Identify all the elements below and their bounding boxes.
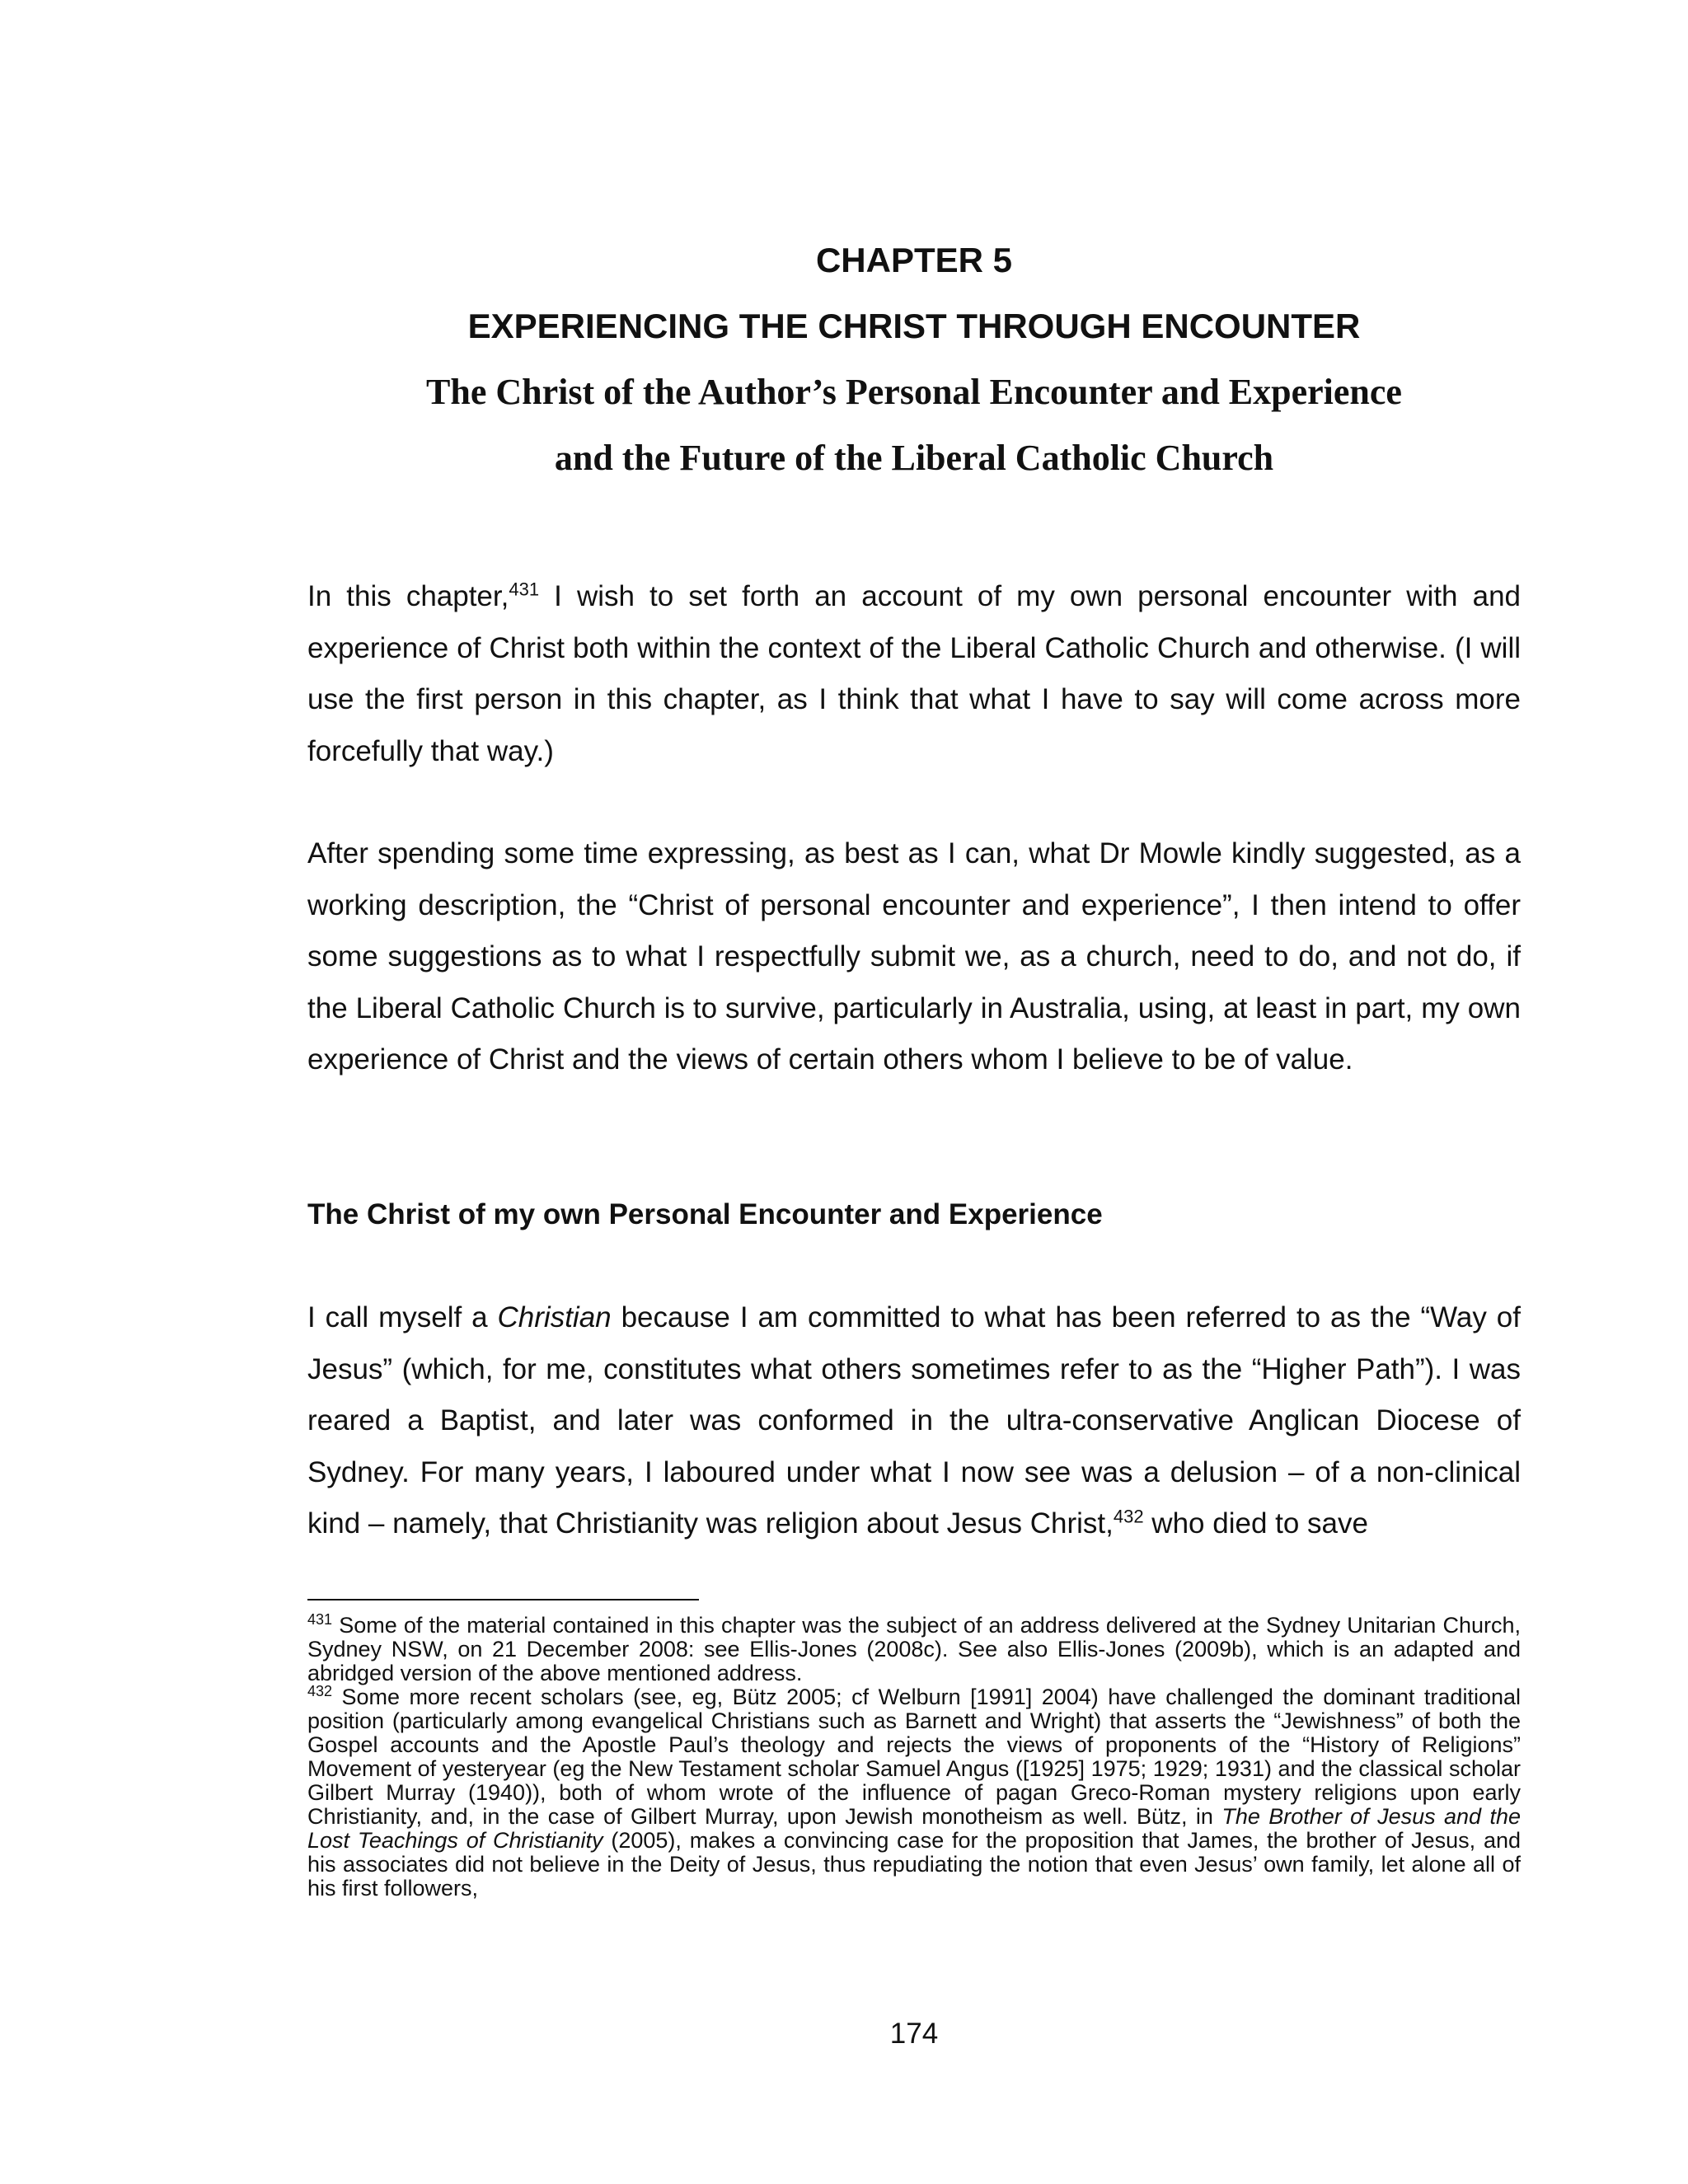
footnote-431-text: Some of the material contained in this chapter was the subject of an address delivered at the Sydney Unitarian Church, Sydney NSW, on 21 December 2008: see Ellis-Jones (2008c). See also Ellis-Jones (2009b), which is an adapted and abridged version of the above mentioned address. — [307, 1613, 1521, 1685]
paragraph-christian-italic: Christian — [497, 1301, 612, 1333]
paragraph-christian-text-middle: because I am committed to what has been referred to as the “Way of Jesus” (which, for me, constitutes what others sometimes refer to as the “Higher Path”). I was reared a Baptist, and later was conformed in the ultra-conservative Anglican Diocese of Sydney. For many years, I laboured under what I now see was a delusion – of a non-clinical kind – namely, that Christianity was religion about Jesus Christ, — [307, 1301, 1521, 1540]
footnote-432 — [307, 1685, 1521, 1900]
chapter-subtitle-line-2: and the Future of the Liberal Catholic Church — [554, 438, 1274, 478]
paragraph-intro-text-end: I wish to set forth an account of my own personal encounter with and experience of Christ both within the context of the Liberal Catholic Church and otherwise. (I will use the first person in this chapter, as I think that what I have to say will come across more forcefully that way.) — [307, 580, 1521, 767]
footnote-ref-431[interactable]: 431 — [509, 579, 540, 600]
footnote-431 — [307, 1611, 1521, 1685]
page-number: 174 — [889, 2018, 939, 2050]
paragraph-plan: After spending some time expressing, as best as I can, what Dr Mowle kindly suggested, as a working description, the “Christ of personal encounter and experience”, I then intend to offer some suggestions as to what I respectfully submit we, as a church, need to do, and not do, if the Liberal Catholic Church is to survive, particularly in Australia, using, at least in part, my own experience of Christ and the views of certain others whom I believe to be of value. — [307, 837, 1521, 1076]
chapter-heading — [307, 227, 1521, 491]
paragraph-christian-text-end: who died to save — [1143, 1507, 1368, 1540]
paragraph-intro-text-start: In this chapter, — [307, 580, 509, 612]
footnote-number-432: 432 — [307, 1683, 333, 1699]
footnote-432-italic-title: The Brother of Jesus and the Lost Teachings of Christianity — [307, 1804, 1521, 1853]
chapter-label: CHAPTER 5 — [815, 241, 1013, 279]
footnote-ref-432[interactable]: 432 — [1113, 1506, 1144, 1527]
footnotes — [307, 1611, 1522, 1900]
footnote-432-text-start: Some more recent scholars (see, eg, Bütz 2005; cf Welburn [1991] 2004) have challenged the dominant traditional position (particularly among evangelical Christians such as Barnett and Wright) that asserts the “Jewishness” of both the Gospel accounts and the Apostle Paul’s theology and rejects the views of proponents of the “History of Religions” Movement of yesteryear (eg the New Testament scholar Samuel Angus ([1925] 1975; 1929; 1931) and the classical scholar Gilbert Murray (1940)), both of whom wrote of the influence of pagan Greco-Roman mystery religions upon early Christianity, and, in the case of Gilbert Murray, upon Jewish monotheism as well. Bütz, in — [307, 1685, 1521, 1829]
footnote-number-431: 431 — [307, 1611, 333, 1628]
paragraph-christian-text-start: I call myself a — [307, 1301, 498, 1333]
paragraph-intro — [307, 571, 1521, 777]
chapter-subtitle-line-1: The Christ of the Author’s Personal Encounter and Experience — [426, 372, 1402, 412]
footnote-separator — [307, 1599, 699, 1601]
footnote-432-text-end: (2005), makes a convincing case for the proposition that James, the brother of Jesus, and his associates did not believe in the Deity of Jesus, thus repudiating the notion that even Jesus’ own family, let alone all of his first followers, — [307, 1828, 1522, 1900]
paragraph-christian — [307, 1292, 1521, 1550]
section-heading: The Christ of my own Personal Encounter and Experience — [307, 1198, 1103, 1230]
chapter-title: EXPERIENCING THE CHRIST THROUGH ENCOUNTER — [467, 307, 1361, 345]
